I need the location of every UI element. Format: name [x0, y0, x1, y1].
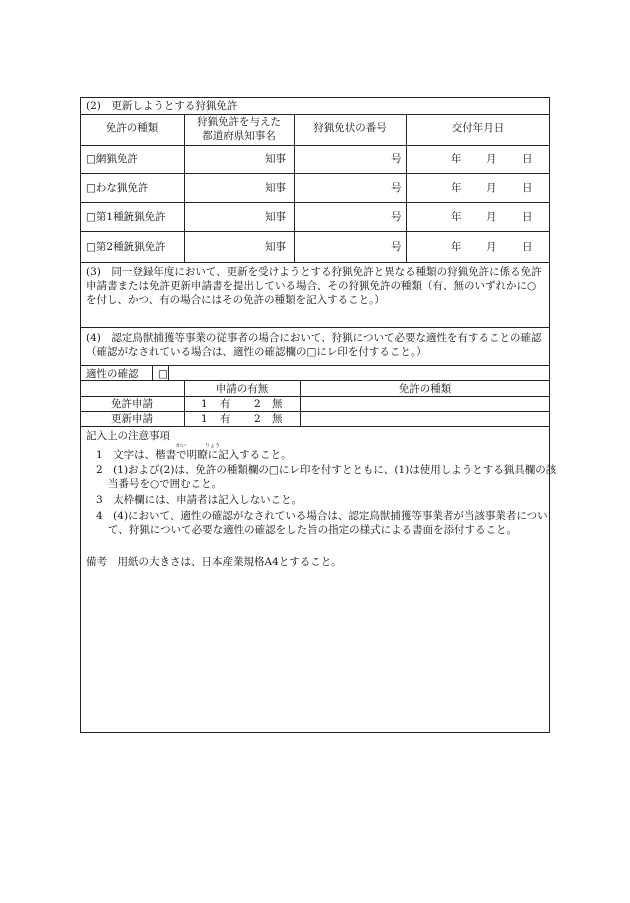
ruby-ryou: りょう [205, 443, 221, 449]
license-label: わな猟免許 [95, 182, 149, 194]
divider [80, 114, 550, 115]
column-line [184, 114, 185, 262]
notes-title: 記入上の注意事項 [86, 430, 170, 442]
aptitude-checkbox[interactable]: □ [158, 368, 168, 380]
column-line [300, 380, 301, 426]
month-label: 月 [486, 211, 497, 223]
note-item: 2 (1)および(2)は、免許の種類欄の□にレ印を付すとともに、(1)は使用しようとする猟具欄の該当番号を○で囲むこと。 [96, 464, 557, 490]
header-license-type: 免許の種類 [105, 122, 159, 134]
header-issue-date: 交付年月日 [451, 122, 505, 134]
option-number: 2 [254, 413, 261, 425]
month-label: 月 [486, 153, 497, 165]
license-row [86, 240, 166, 254]
note-item: 3 太枠欄には、申請者は記入しないこと。 [96, 494, 303, 506]
license-label: 第1種銃猟免許 [95, 211, 166, 223]
day-label: 日 [522, 241, 533, 253]
column-line [184, 380, 185, 426]
divider [80, 380, 550, 381]
option-yes[interactable]: 有 [220, 398, 231, 410]
number-suffix: 号 [391, 241, 402, 253]
application-label: 更新申請 [111, 413, 153, 425]
option-number: 1 [201, 398, 208, 410]
option-no[interactable]: 無 [272, 413, 283, 425]
header-governor-line1: 狩猟免許を与えた [197, 116, 281, 128]
column-line [294, 114, 295, 262]
divider [80, 262, 550, 263]
divider [80, 365, 550, 366]
option-number: 1 [201, 413, 208, 425]
column-line [152, 365, 153, 380]
year-label: 年 [451, 211, 462, 223]
license-checkbox[interactable]: □ [86, 153, 96, 165]
option-no[interactable]: 無 [272, 398, 283, 410]
column-line [168, 365, 169, 380]
governor-suffix: 知事 [265, 211, 286, 223]
remark: 備考 用紙の大きさは、日本産業規格A4とすること。 [86, 556, 342, 568]
option-number: 2 [254, 398, 261, 410]
governor-suffix: 知事 [265, 182, 286, 194]
header-license-number: 狩猟免状の番号 [313, 122, 387, 134]
section2-title: (2) 更新しようとする狩猟免許 [86, 100, 238, 112]
month-label: 月 [486, 241, 497, 253]
license-checkbox[interactable]: □ [86, 211, 96, 223]
divider [80, 173, 550, 174]
note-item: 1 文字は、楷書で明瞭に記入すること。 [96, 449, 292, 461]
number-suffix: 号 [391, 182, 402, 194]
year-label: 年 [451, 241, 462, 253]
day-label: 日 [522, 182, 533, 194]
divider [80, 231, 550, 232]
header-application: 申請の有無 [215, 383, 269, 395]
license-row [86, 210, 166, 224]
license-row [86, 181, 148, 195]
day-label: 日 [522, 153, 533, 165]
option-yes[interactable]: 有 [220, 413, 231, 425]
header-governor-line2: 都道府県知事名 [202, 130, 276, 142]
divider [80, 202, 550, 203]
aptitude-label: 適性の確認 [86, 368, 139, 380]
license-label: 網猟免許 [95, 153, 138, 165]
divider [80, 426, 550, 427]
ruby-kai: かい [176, 443, 187, 449]
note-item: 4 (4)において、適性の確認がなされている場合は、認定鳥獣捕獲等事業者が当該事業者について、狩猟について必要な適性の確認をした旨の指定の様式による書面を添付すること。 [96, 510, 548, 536]
day-label: 日 [522, 211, 533, 223]
number-suffix: 号 [391, 211, 402, 223]
application-label: 免許申請 [111, 398, 153, 410]
section3-text: (3) 同一登録年度において、更新を受けようとする狩猟免許と異なる種類の狩猟免許に係る免許申請書または免許更新申請書を提出している場合、その狩猟免許の種類（有、無のいずれかに○を付し、かつ、有の場合にはその免許の種類を記入すること。） [86, 266, 542, 306]
governor-suffix: 知事 [265, 241, 286, 253]
license-label: 第2種銃猟免許 [95, 241, 166, 253]
divider [80, 145, 550, 146]
license-row [86, 152, 138, 166]
number-suffix: 号 [391, 153, 402, 165]
year-label: 年 [451, 153, 462, 165]
divider [80, 327, 550, 328]
license-checkbox[interactable]: □ [86, 182, 96, 194]
year-label: 年 [451, 182, 462, 194]
section4-text: (4) 認定鳥獣捕獲等事業の従事者の場合において、狩猟について必要な適性を有することの確認（確認がなされている場合は、適性の確認欄の□にレ印を付すること。） [86, 332, 542, 358]
header-license-kind: 免許の種類 [398, 383, 452, 395]
governor-suffix: 知事 [265, 153, 286, 165]
month-label: 月 [486, 182, 497, 194]
column-line [406, 114, 407, 262]
license-checkbox[interactable]: □ [86, 241, 96, 253]
